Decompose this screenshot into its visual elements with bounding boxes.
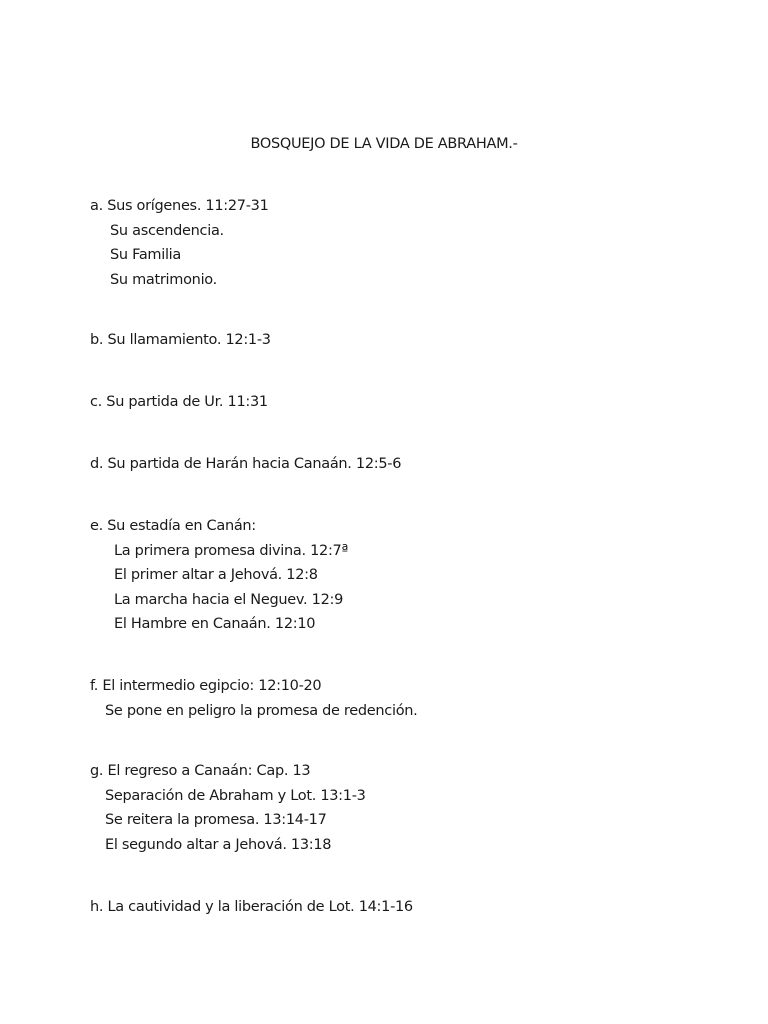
section-c: [90, 390, 730, 415]
section-item: Separación de Abraham y Lot. 13:1-3: [105, 787, 366, 804]
section-a: [90, 194, 730, 292]
section-item: Su ascendencia.: [110, 222, 224, 239]
section-item: El primer altar a Jehová. 12:8: [114, 567, 318, 583]
document-title: BOSQUEJO DE LA VIDA DE ABRAHAM.-: [250, 136, 518, 152]
section-heading: c. Su partida de Ur. 11:31: [90, 394, 268, 410]
section-e: [90, 514, 730, 637]
section-heading: g. El regreso a Canaán: Cap. 13: [90, 763, 311, 779]
section-item: La marcha hacia el Neguev. 12:9: [114, 591, 344, 608]
section-f: [90, 674, 730, 723]
section-heading: e. Su estadía en Canán:: [90, 518, 256, 534]
section-heading: h. La cautividad y la liberación de Lot. 14:1-16: [90, 899, 413, 915]
section-item: El segundo altar a Jehová. 13:18: [105, 836, 332, 853]
section-heading: a. Sus orígenes. 11:27-31: [90, 198, 269, 214]
section-item: Su matrimonio.: [110, 271, 217, 288]
section-item: El Hambre en Canaán. 12:10: [114, 616, 316, 632]
section-heading: f. El intermedio egipcio: 12:10-20: [90, 678, 322, 694]
section-item: Se pone en peligro la promesa de redención.: [105, 702, 418, 719]
section-heading: d. Su partida de Harán hacia Canaán. 12:5-6: [90, 456, 402, 472]
section-b: [90, 328, 730, 353]
section-g: [90, 759, 730, 857]
section-h: [90, 895, 730, 920]
section-heading: b. Su llamamiento. 12:1-3: [90, 332, 271, 348]
section-item: La primera promesa divina. 12:7ª: [114, 542, 349, 559]
section-item: Su Familia: [110, 247, 181, 263]
section-d: [90, 452, 730, 477]
section-item: Se reitera la promesa. 13:14-17: [105, 812, 327, 828]
